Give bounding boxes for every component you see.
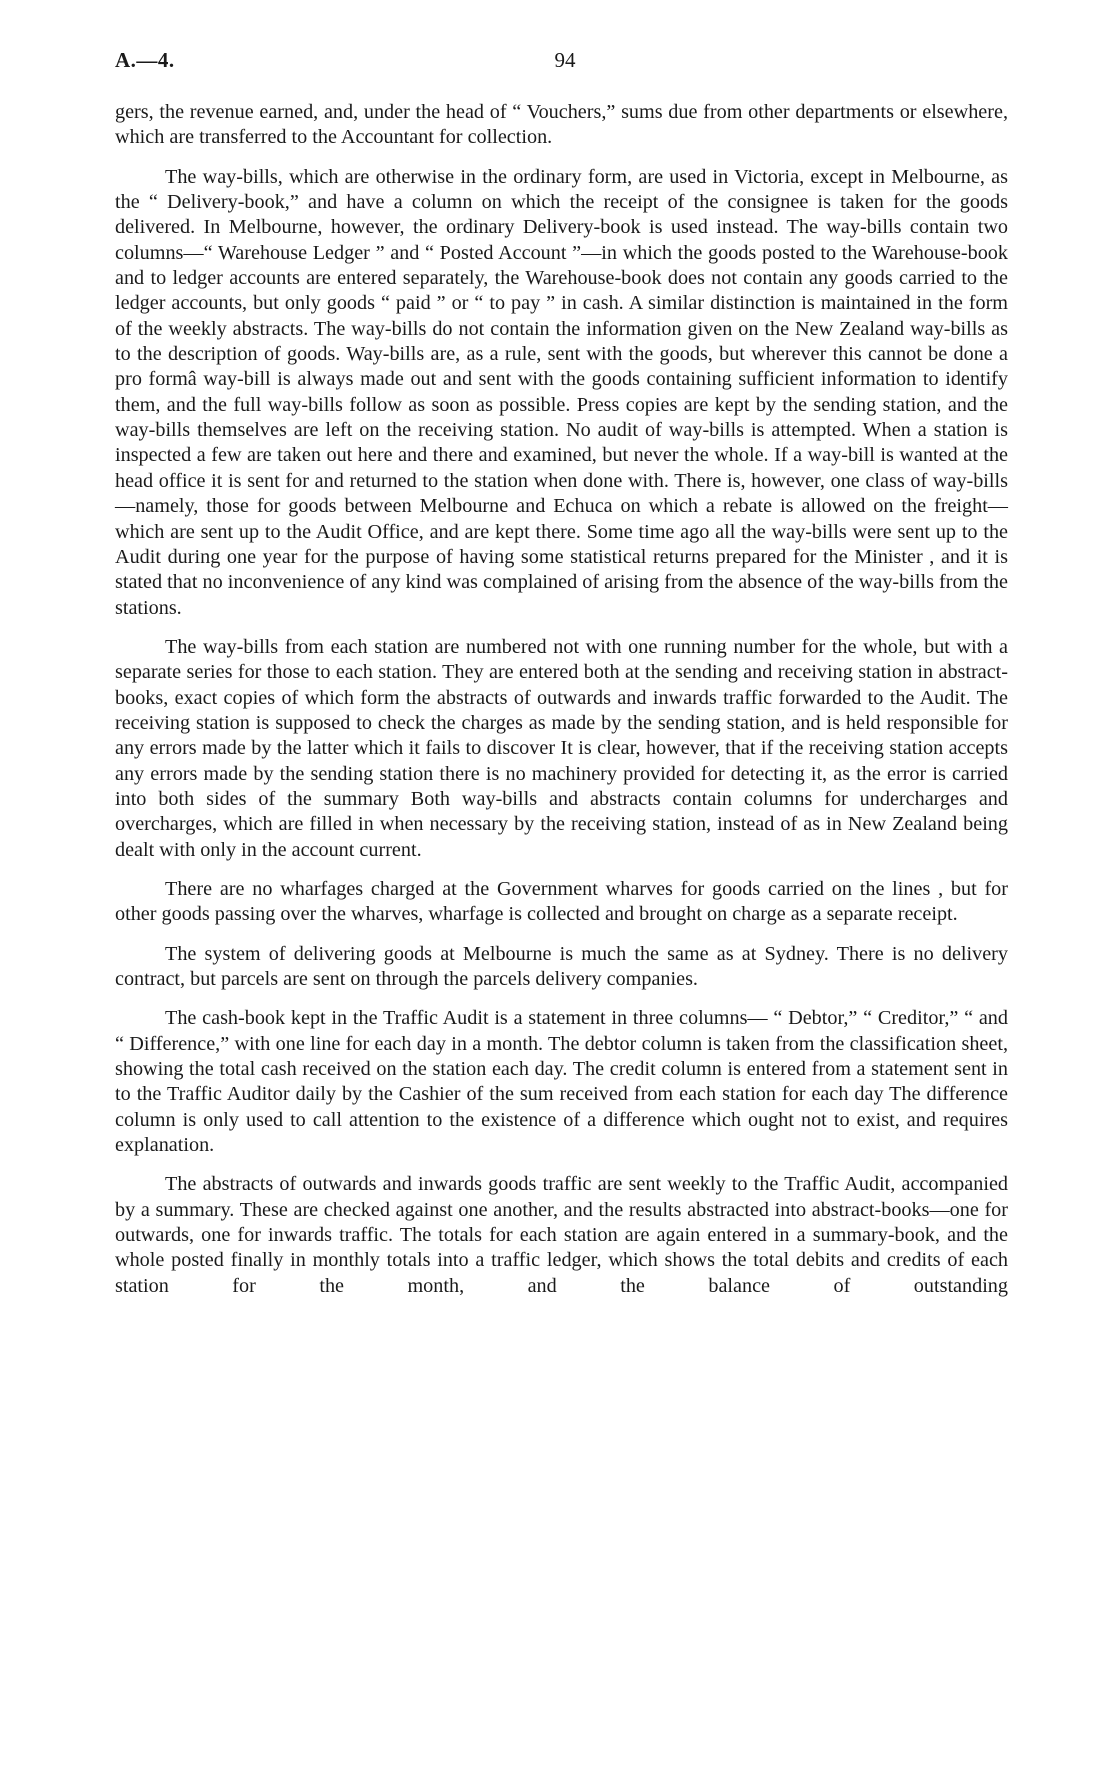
paragraph-delivery: The system of delivering goods at Melbourne is much the same as at Sydney. There is no delivery contract, but parcels are sent on through the parcels delivery companies. bbox=[115, 942, 1008, 990]
paragraph-continuation: gers, the revenue earned, and, under the head of “ Vouchers,” sums due from other departments or elsewhere, which are transferred to the Accountant for collection. bbox=[115, 101, 1008, 149]
document-reference: A.—4. bbox=[115, 48, 175, 72]
page-header bbox=[115, 48, 1008, 74]
paragraph-way-bills: The way-bills, which are otherwise in the ordinary form, are used in Victoria, except in Melbourne, as the “ Delivery-book,” and have a column on which the receipt of the consignee is taken for the goods delivered. In Melbourne, however, the ordinary Delivery-book is used instead. The way-bills contain two columns—“ Warehouse Ledger ” and “ Posted Account ”—in which the goods posted to the Warehouse-book and to ledger accounts are entered separately, the Warehouse-book does not contain any goods carried to the ledger accounts, but only goods “ paid ” or “ to pay ” in cash. A similar distinction is maintained in the form of the weekly abstracts. The way-bills do not contain the information given on the New Zealand way-bills as to the description of goods. Way-bills are, as a rule, sent with the goods, but wherever this cannot be done a pro formâ way-bill is always made out and sent with the goods containing sufficient information to identify them, and the full way-bills follow as soon as possible. Press copies are kept by the sending station, and the way-bills themselves are left on the receiving station. No audit of way-bills is attempted. When a station is inspected a few are taken out here and there and examined, but never the whole. If a way-bill is wanted at the head office it is sent for and returned to the station when done with. There is, however, one class of way-bills—namely, those for goods between Melbourne and Echuca on which a rebate is allowed on the freight—which are sent up to the Audit Office, and are kept there. Some time ago all the way-bills were sent up to the Audit during one year for the purpose of having some statistical returns prepared for the Minister , and it is stated that no inconvenience of any kind was complained of arising from the absence of the way-bills from the stations. bbox=[115, 165, 1008, 619]
paragraph-cash-book: The cash-book kept in the Traffic Audit is a statement in three columns— “ Debtor,” “ Creditor,” “ and “ Difference,” with one line for each day in a month. The debtor column is taken from the classification sheet, showing the total cash received on the station each day. The credit column is entered from a statement sent in to the Traffic Auditor daily by the Cashier of the sum received from each station for each day The difference column is only used to call attention to the existence of a difference which ought not to exist, and requires explanation. bbox=[115, 1007, 1008, 1157]
page-number: 94 bbox=[554, 48, 576, 72]
paragraph-abstracts: The abstracts of outwards and inwards goods traffic are sent weekly to the Traffic Audit, accompanied by a summary. These are checked against one another, and the results abstracted into abstract-books—one for outwards, one for inwards traffic. The totals for each station are again entered in a summary-book, and the whole posted finally in monthly totals into a traffic ledger, which shows the total debits and credits of each station for the month, and the balance of outstanding bbox=[115, 1173, 1008, 1297]
body-text bbox=[115, 100, 1008, 1313]
paragraph-wharfages: There are no wharfages charged at the Government wharves for goods carried on the lines , but for other goods passing over the wharves, wharfage is collected and brought on charge as a separate receipt. bbox=[115, 877, 1008, 926]
paragraph-numbering: The way-bills from each station are numbered not with one running number for the whole, but with a separate series for those to each station. They are entered both at the sending and receiving station in abstract-books, exact copies of which form the abstracts of outwards and inwards traffic forwarded to the Audit. The receiving station is supposed to check the charges as made by the sending station, and is held responsible for any errors made by the latter which it fails to discover It is clear, however, that if the receiving station accepts any errors made by the sending station there is no machinery provided for detecting it, as the error is carried into both sides of the summary Both way-bills and abstracts contain columns for undercharges and overcharges, which are filled in when necessary by the receiving station, instead of as in New Zealand being dealt with only in the account current. bbox=[115, 635, 1008, 861]
